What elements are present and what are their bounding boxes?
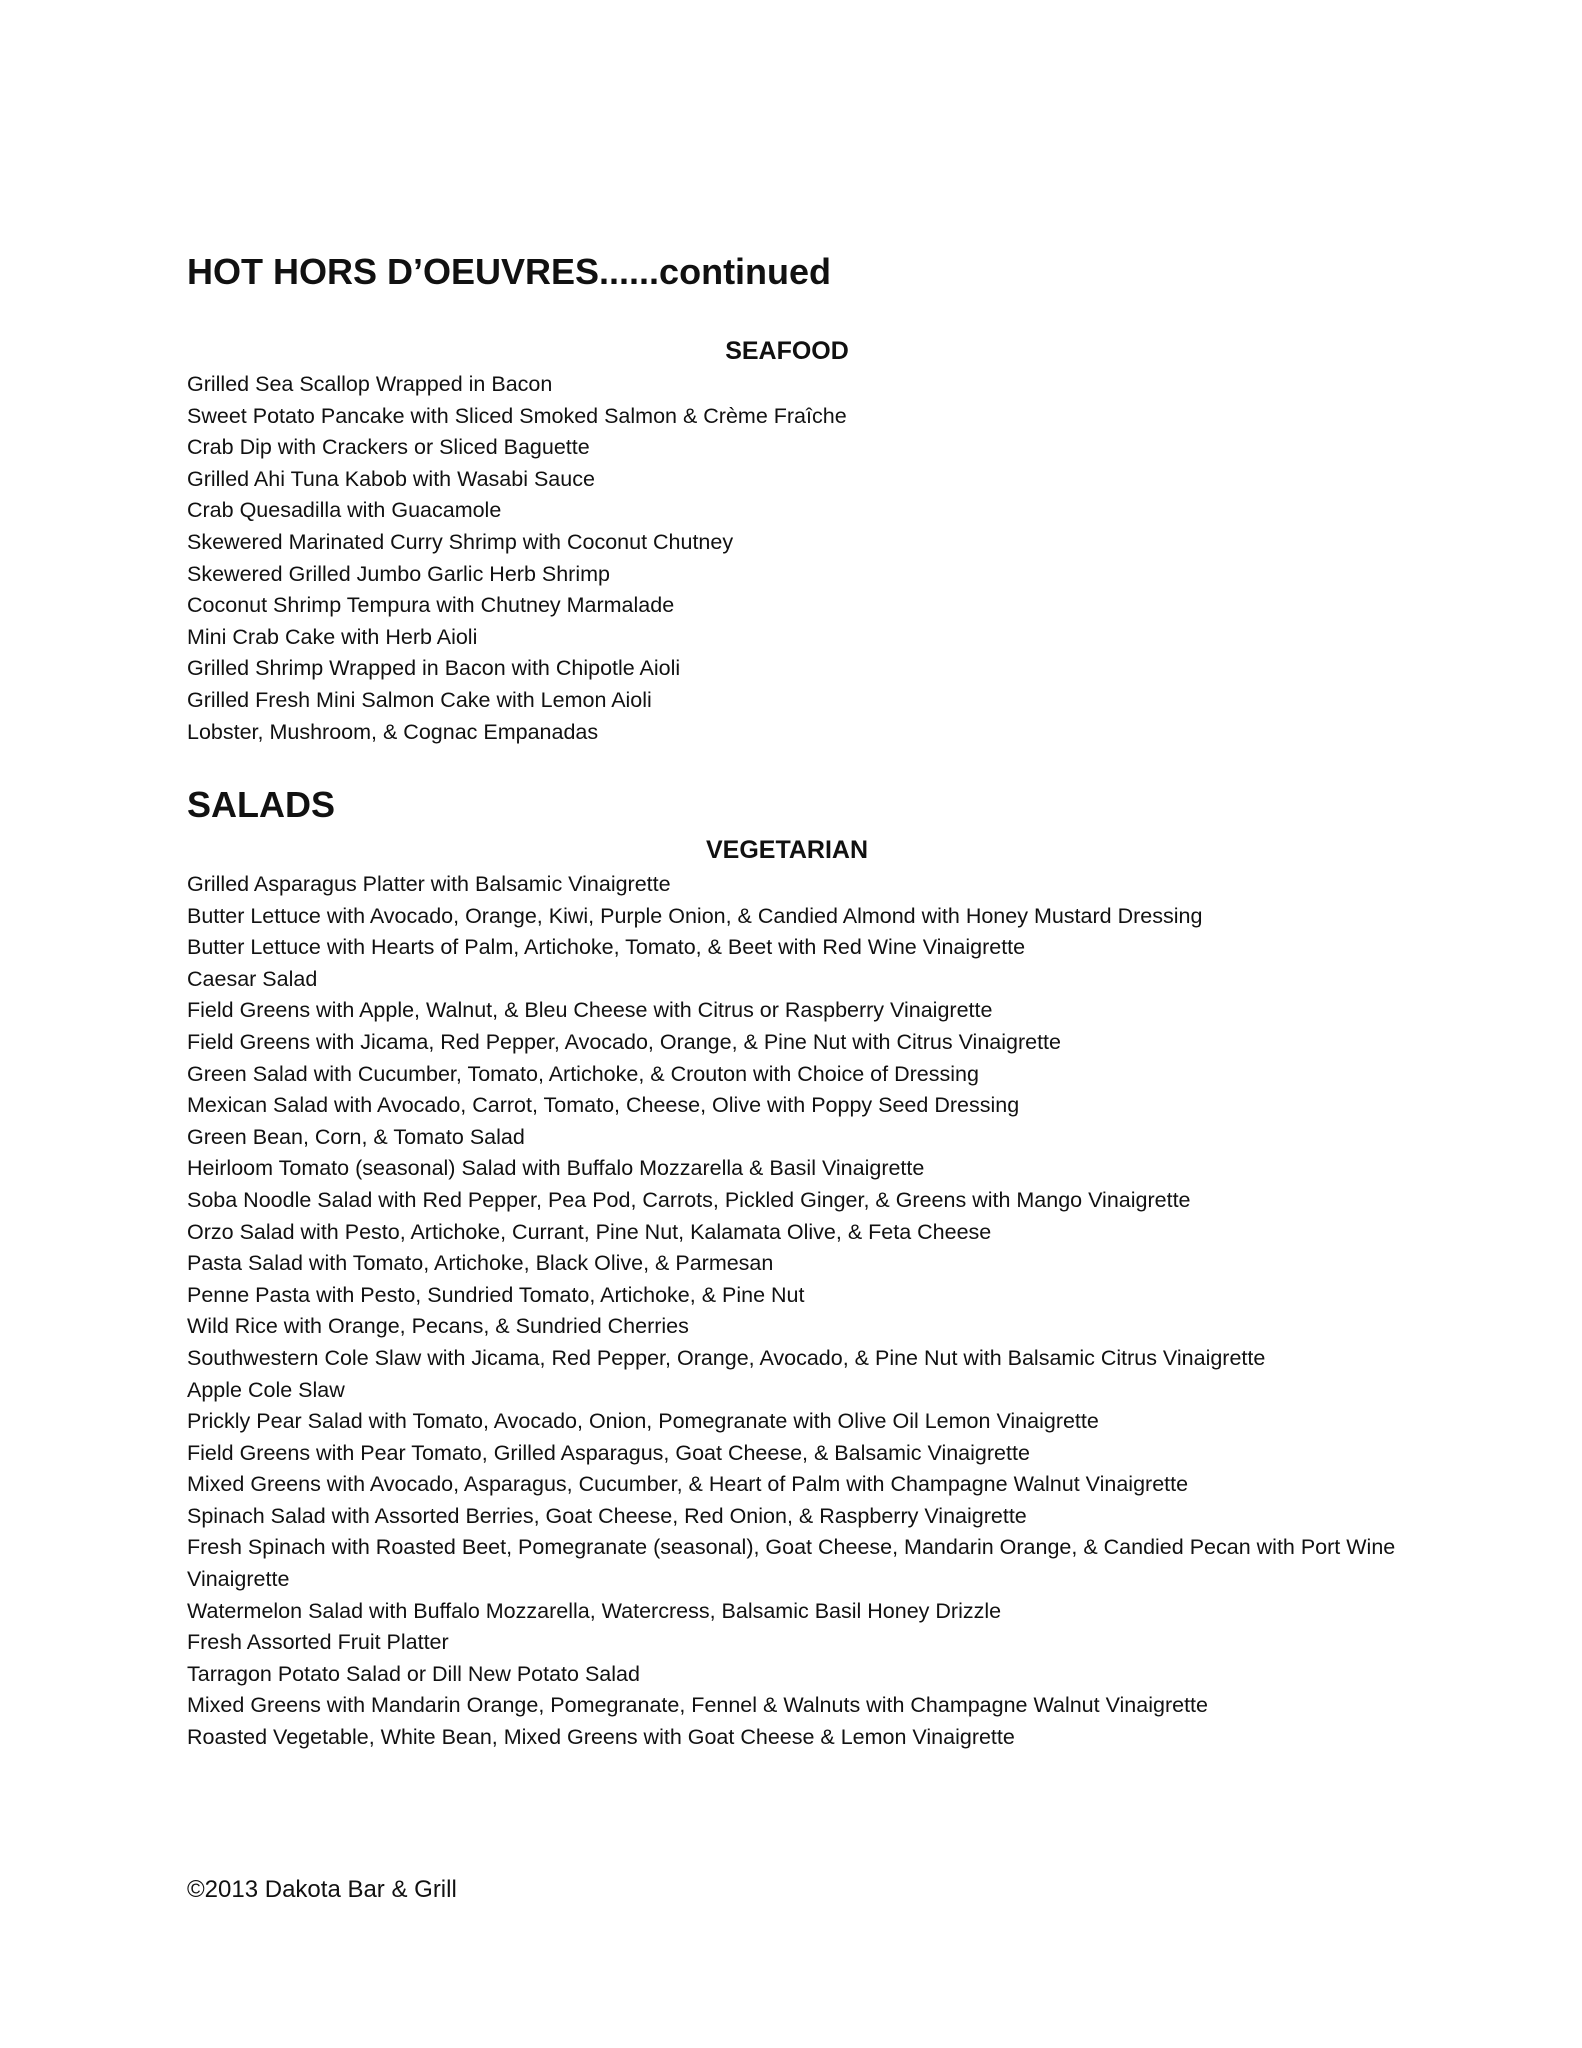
list-item: Roasted Vegetable, White Bean, Mixed Greens with Goat Cheese & Lemon Vinaigrette <box>187 1725 1015 1750</box>
hot-hors-doeuvres-title: HOT HORS D’OEUVRES......continued <box>187 251 832 292</box>
list-item: Pasta Salad with Tomato, Artichoke, Black Olive, & Parmesan <box>187 1251 774 1276</box>
list-item: Fresh Assorted Fruit Platter <box>187 1630 449 1655</box>
list-item: Mini Crab Cake with Herb Aioli <box>187 624 478 649</box>
salads-title: SALADS <box>187 784 336 825</box>
list-item: Crab Quesadilla with Guacamole <box>187 498 502 523</box>
list-item: Field Greens with Pear Tomato, Grilled Asparagus, Goat Cheese, & Balsamic Vinaigrette <box>187 1440 1030 1465</box>
list-item: Crab Dip with Crackers or Sliced Baguette <box>187 435 590 460</box>
copyright-footer: ©2013 Dakota Bar & Grill <box>187 1876 457 1903</box>
list-item: Apple Cole Slaw <box>187 1377 345 1402</box>
list-item: Lobster, Mushroom, & Cognac Empanadas <box>187 719 599 744</box>
list-item: Field Greens with Apple, Walnut, & Bleu Cheese with Citrus or Raspberry Vinaigrette <box>187 998 993 1023</box>
list-item: Soba Noodle Salad with Red Pepper, Pea Pod, Carrots, Pickled Ginger, & Greens with Mango Vinaigrette <box>187 1187 1191 1212</box>
vegetarian-salad-list <box>187 869 1447 1754</box>
list-item: Butter Lettuce with Hearts of Palm, Artichoke, Tomato, & Beet with Red Wine Vinaigrette <box>187 935 1026 960</box>
list-item: Grilled Shrimp Wrapped in Bacon with Chipotle Aioli <box>187 656 681 681</box>
list-item: Green Bean, Corn, & Tomato Salad <box>187 1124 525 1149</box>
list-item: Wild Rice with Orange, Pecans, & Sundried Cherries <box>187 1314 689 1339</box>
list-item: Grilled Sea Scallop Wrapped in Bacon <box>187 372 553 396</box>
list-item: Mixed Greens with Avocado, Asparagus, Cucumber, & Heart of Palm with Champagne Walnut Vinaigrette <box>187 1472 1189 1497</box>
menu-page <box>187 0 1447 2048</box>
list-item: Butter Lettuce with Avocado, Orange, Kiwi, Purple Onion, & Candied Almond with Honey Mustard Dressing <box>187 903 1203 928</box>
list-item: Sweet Potato Pancake with Sliced Smoked Salmon & Crème Fraîche <box>187 403 847 428</box>
list-item: Tarragon Potato Salad or Dill New Potato Salad <box>187 1661 640 1686</box>
list-item: Grilled Asparagus Platter with Balsamic Vinaigrette <box>187 872 671 896</box>
seafood-list <box>187 369 847 748</box>
list-item: Orzo Salad with Pesto, Artichoke, Currant, Pine Nut, Kalamata Olive, & Feta Cheese <box>187 1219 992 1244</box>
list-item: Heirloom Tomato (seasonal) Salad with Buffalo Mozzarella & Basil Vinaigrette <box>187 1156 925 1181</box>
list-item: Southwestern Cole Slaw with Jicama, Red Pepper, Orange, Avocado, & Pine Nut with Balsamic Citrus Vinaigrette <box>187 1345 1266 1370</box>
list-item: Prickly Pear Salad with Tomato, Avocado, Onion, Pomegranate with Olive Oil Lemon Vinaigrette <box>187 1409 1099 1434</box>
list-item: Mexican Salad with Avocado, Carrot, Tomato, Cheese, Olive with Poppy Seed Dressing <box>187 1093 1020 1118</box>
list-item: Caesar Salad <box>187 966 318 991</box>
list-item: Penne Pasta with Pesto, Sundried Tomato, Artichoke, & Pine Nut <box>187 1282 805 1307</box>
list-item: Coconut Shrimp Tempura with Chutney Marmalade <box>187 593 675 618</box>
list-item: Skewered Marinated Curry Shrimp with Coconut Chutney <box>187 529 734 554</box>
vegetarian-heading: VEGETARIAN <box>705 836 869 864</box>
list-item: Field Greens with Jicama, Red Pepper, Avocado, Orange, & Pine Nut with Citrus Vinaigrette <box>187 1029 1061 1054</box>
list-item: Spinach Salad with Assorted Berries, Goat Cheese, Red Onion, & Raspberry Vinaigrette <box>187 1503 1027 1528</box>
list-item: Mixed Greens with Mandarin Orange, Pomegranate, Fennel & Walnuts with Champagne Walnut Vinaigrette <box>187 1693 1208 1718</box>
list-item: Green Salad with Cucumber, Tomato, Artichoke, & Crouton with Choice of Dressing <box>187 1061 979 1086</box>
list-item: Grilled Ahi Tuna Kabob with Wasabi Sauce <box>187 466 595 491</box>
list-item: Grilled Fresh Mini Salmon Cake with Lemon Aioli <box>187 687 652 712</box>
list-item: Watermelon Salad with Buffalo Mozzarella, Watercress, Balsamic Basil Honey Drizzle <box>187 1598 1002 1623</box>
list-item: Skewered Grilled Jumbo Garlic Herb Shrimp <box>187 561 610 586</box>
list-item: Fresh Spinach with Roasted Beet, Pomegranate (seasonal), Goat Cheese, Mandarin Orange, & Candied Pecan with Port Wine Vinaigrette <box>187 1535 1396 1592</box>
seafood-heading: SEAFOOD <box>725 337 849 365</box>
